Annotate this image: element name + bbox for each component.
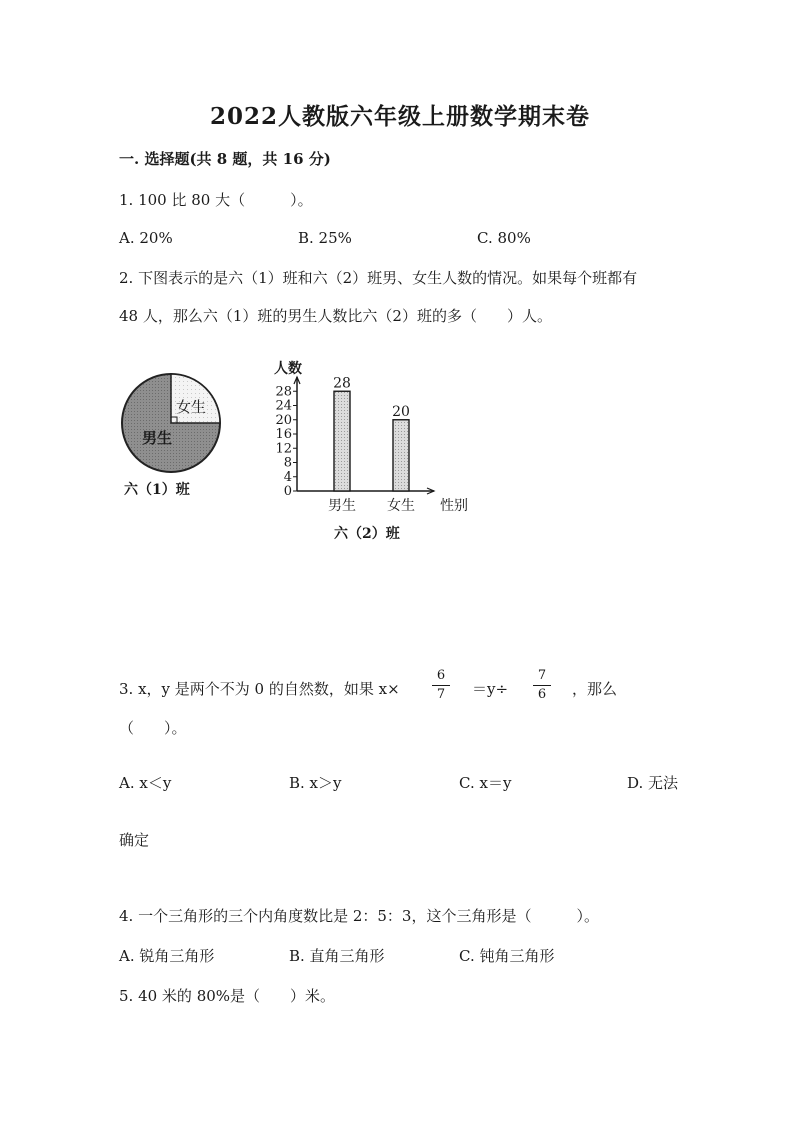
y-tick-label: 8: [283, 455, 292, 471]
pie-chart-class-6-1: [110, 360, 240, 505]
question-3-option-d: D. 无法: [627, 774, 679, 792]
category-label: 女生: [387, 498, 415, 514]
question-3-option-c: C. x＝y: [459, 774, 512, 792]
question-4-option-a: A. 锐角三角形: [119, 947, 215, 965]
y-tick-label: 16: [275, 427, 292, 442]
question-3-text-part-1: 3. x，y 是两个不为 0 的自然数，如果 x×: [119, 680, 400, 698]
question-3-option-d-continued: 确定: [119, 831, 150, 849]
bar-chart-title: 六（2）班: [334, 526, 400, 542]
y-tick-label: 0: [283, 484, 292, 499]
bar-chart-x-label: 性别: [440, 498, 468, 514]
page-title: 2022人教版六年级上册数学期末卷: [209, 103, 590, 130]
question-1-option-a: A. 20%: [119, 229, 173, 247]
fraction-1-denominator: 7: [436, 687, 446, 702]
bar-value-label: 28: [333, 375, 351, 392]
question-4-text: 4. 一个三角形的三个内角度数比是 2：5：3，这个三角形是（ ）。: [119, 907, 599, 925]
question-1-option-b: B. 25%: [298, 229, 352, 247]
question-5-text: 5. 40 米的 80%是（ ）米。: [119, 987, 336, 1005]
question-1-text: 1. 100 比 80 大（ ）。: [119, 191, 313, 209]
y-tick-label: 12: [275, 441, 292, 457]
fraction-1-numerator: 6: [436, 668, 446, 683]
question-4-option-b: B. 直角三角形: [289, 947, 385, 965]
fraction-7-6: [533, 668, 551, 703]
pie-caption: 六（1）班: [124, 482, 190, 498]
question-1-option-c: C. 80%: [477, 229, 531, 247]
section-heading: 一. 选择题(共 8 题，共 16 分): [119, 150, 331, 168]
fraction-2-bar: [533, 685, 551, 686]
bar: [393, 420, 409, 491]
question-2-line-1: 2. 下图表示的是六（1）班和六（2）班男、女生人数的情况。如果每个班都有: [119, 269, 638, 287]
y-tick-label: 24: [275, 398, 292, 414]
y-tick-label: 20: [275, 412, 292, 428]
bar-value-label: 20: [392, 403, 410, 420]
category-label: 男生: [328, 498, 356, 514]
question-3-line-2: （ ）。: [119, 719, 187, 737]
pie-label-female: 女生: [176, 398, 207, 416]
question-4-option-c: C. 钝角三角形: [459, 947, 555, 965]
question-3-text-part-3: ，那么: [572, 680, 618, 698]
y-tick-label: 28: [275, 384, 292, 400]
bar-chart-class-6-2: [262, 355, 482, 545]
question-3-option-a: A. x＜y: [119, 774, 172, 792]
bar: [334, 391, 350, 491]
bar-chart-y-label: 人数: [274, 361, 302, 377]
question-2-line-2: 48 人，那么六（1）班的男生人数比六（2）班的多（ ）人。: [119, 307, 552, 325]
y-tick-label: 4: [283, 469, 292, 485]
fraction-6-7: [432, 668, 450, 703]
fraction-2-numerator: 7: [537, 668, 547, 683]
fraction-2-denominator: 6: [537, 687, 547, 702]
question-3-option-b: B. x＞y: [289, 774, 342, 792]
question-3-text-part-2: ＝y÷: [472, 680, 509, 698]
fraction-1-bar: [432, 685, 450, 686]
pie-label-male: 男生: [142, 429, 173, 447]
